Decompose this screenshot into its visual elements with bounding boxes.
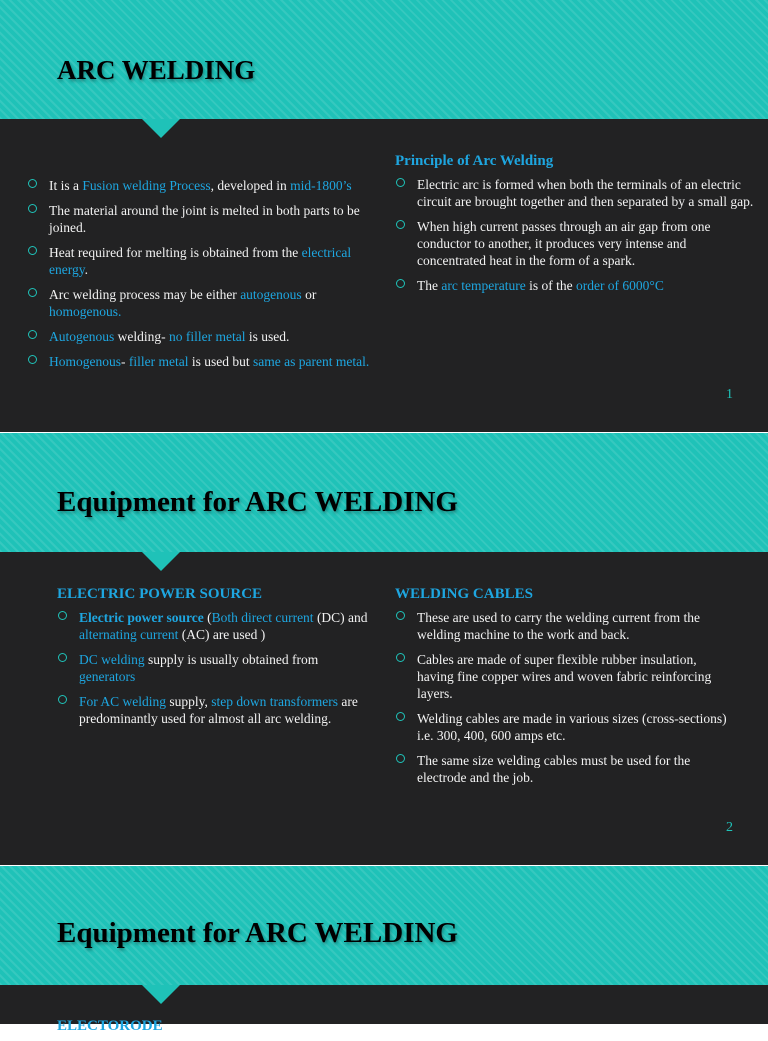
highlighted-term: generators — [79, 669, 136, 684]
bullet-item: Cables are made of super flexible rubber insulation, having fine copper wires and woven fabric reinforcing layers. — [395, 651, 730, 702]
bullet-circle-icon — [396, 611, 405, 620]
bullet-circle-icon — [58, 611, 67, 620]
bullet-circle-icon — [396, 220, 405, 229]
slide-1 — [0, 0, 768, 432]
section-heading: WELDING CABLES — [395, 586, 533, 602]
highlighted-term: autogenous — [240, 287, 302, 302]
bullet-item: The arc temperature is of the order of 6000°C — [395, 277, 755, 294]
bullet-circle-icon — [396, 712, 405, 721]
highlighted-term: Autogenous — [49, 329, 115, 344]
bullet-circle-icon — [58, 653, 67, 662]
slide-title: ARC WELDING — [57, 55, 256, 85]
bullet-circle-icon — [396, 754, 405, 763]
bullet-item: Welding cables are made in various sizes (cross-sections) i.e. 300, 400, 600 amps etc. — [395, 710, 730, 744]
highlighted-term: alternating current — [79, 627, 179, 642]
bullet-item: DC welding supply is usually obtained from generators — [57, 651, 377, 685]
highlighted-term: Homogenous — [49, 354, 121, 369]
bullet-item: Electric arc is formed when both the terminals of an electric circuit are brought together and then separated by a small gap. — [395, 176, 755, 210]
bullet-circle-icon — [28, 288, 37, 297]
left-column — [27, 177, 377, 378]
right-column — [395, 153, 755, 302]
bullet-circle-icon — [28, 355, 37, 364]
section-heading: ELECTRIC POWER SOURCE — [57, 586, 263, 602]
bullet-circle-icon — [28, 204, 37, 213]
title-notch — [142, 119, 180, 138]
section-heading: Principle of Arc Welding — [395, 153, 554, 169]
bullet-item: The same size welding cables must be used for the electrode and the job. — [395, 752, 730, 786]
bullet-list — [27, 177, 377, 370]
bullet-item: Heat required for melting is obtained from the electrical energy. — [27, 244, 377, 278]
highlighted-term: no filler metal — [169, 329, 246, 344]
highlighted-term: homogenous. — [49, 304, 122, 319]
title-notch — [142, 985, 180, 1004]
bullet-item: The material around the joint is melted in both parts to be joined. — [27, 202, 377, 236]
bullet-item: Autogenous welding- no filler metal is used. — [27, 328, 377, 345]
bullet-circle-icon — [28, 179, 37, 188]
left-column — [57, 586, 377, 735]
highlighted-term: electrical energy — [49, 245, 352, 277]
section-heading: ELECTORODE — [57, 1018, 163, 1034]
highlighted-term: same as parent metal. — [253, 354, 370, 369]
highlighted-term: step down transformers — [211, 694, 339, 709]
bullet-circle-icon — [28, 330, 37, 339]
slide-2 — [0, 433, 768, 865]
bullet-circle-icon — [396, 178, 405, 187]
highlighted-term: Both direct current — [211, 610, 314, 625]
bullet-item: Electric power source (Both direct current (DC) and alternating current (AC) are used ) — [57, 609, 377, 643]
slide-title: Equipment for ARC WELDING — [57, 917, 458, 949]
bullet-list — [395, 609, 730, 786]
bullet-item: For AC welding supply, step down transformers are predominantly used for almost all arc welding. — [57, 693, 377, 727]
bullet-circle-icon — [396, 653, 405, 662]
highlighted-term: Fusion welding Process — [82, 178, 211, 193]
slide-3 — [0, 866, 768, 1034]
bullet-item: Arc welding process may be either autogenous or homogenous. — [27, 286, 377, 320]
bullet-item: It is a Fusion welding Process, developed in mid-1800’s — [27, 177, 377, 194]
title-notch — [142, 552, 180, 571]
bullet-item: Homogenous- filler metal is used but same as parent metal. — [27, 353, 377, 370]
bullet-circle-icon — [58, 695, 67, 704]
highlighted-term: arc temperature — [441, 278, 526, 293]
highlighted-term: Electric power source — [79, 610, 204, 625]
bullet-circle-icon — [396, 279, 405, 288]
bullet-list — [57, 609, 377, 727]
highlighted-term: mid-1800’s — [290, 178, 352, 193]
page-number: 1 — [726, 387, 733, 402]
bullet-item: When high current passes through an air gap from one conductor to another, it produces very intense and concentrated heat in the form of a spark. — [395, 218, 755, 269]
highlighted-term: For AC welding — [79, 694, 167, 709]
highlighted-term: filler metal — [128, 354, 189, 369]
right-column — [395, 586, 730, 794]
highlighted-term: DC welding — [79, 652, 145, 667]
highlighted-term: order of 6000°C — [575, 278, 664, 293]
bullet-circle-icon — [28, 246, 37, 255]
slide-title: Equipment for ARC WELDING — [57, 486, 458, 518]
bullet-list — [395, 176, 755, 294]
bullet-item: These are used to carry the welding current from the welding machine to the work and back. — [395, 609, 730, 643]
page-number: 2 — [726, 820, 733, 835]
left-column — [57, 1018, 377, 1041]
